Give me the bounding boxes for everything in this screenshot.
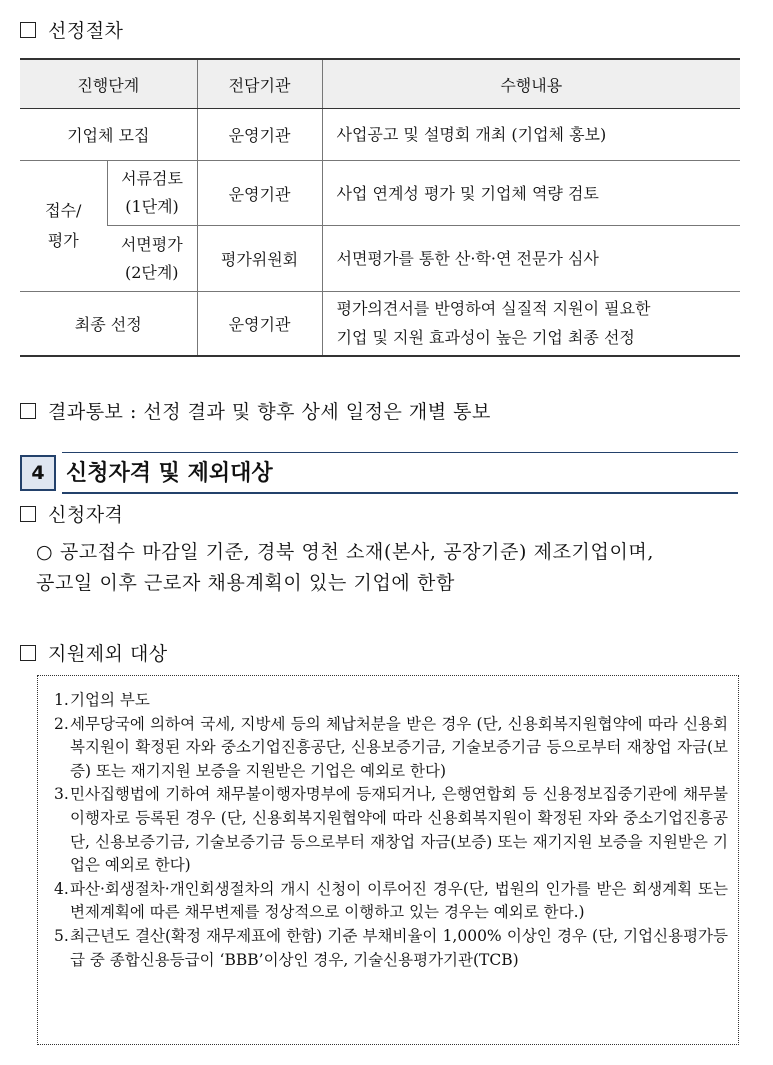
table-header-row xyxy=(20,59,740,109)
header-stage: 진행단계 xyxy=(20,59,197,109)
table-row: 최종 선정 운영기관 평가의견서를 반영하여 실질적 지원이 필요한 기업 및 지원 효과성이 높은 기업 최종 선정 xyxy=(20,292,740,356)
qualification-line-1: ○ 공고접수 마감일 기준, 경북 영천 소재(본사, 공장기준) 제조기업이며, xyxy=(36,541,654,563)
exclusion-heading: 지원제외 대상 xyxy=(20,639,168,666)
table-row: 기업체 모집 운영기관 사업공고 및 설명회 개최 (기업체 홍보) xyxy=(20,109,740,161)
list-item: 2. 세무당국에 의하여 국세, 지방세 등의 체납처분을 받은 경우 (단, 신용회복지원협약에 따라 신용회복지원이 확정된 자와 중소기업진흥공단, 신용보증기금, 기술보증기금 등으로부터 재창업 자금(보증) 또는 재기지원 보증을 지원받은 기업은 예외로 한다) xyxy=(54,714,728,780)
result-notice: 결과통보 : 선정 결과 및 향후 상세 일정은 개별 통보 xyxy=(20,397,491,424)
table-row: 서면평가 (2단계) 평가위원회 서면평가를 통한 산·학·연 전문가 심사 xyxy=(20,226,740,292)
checkbox-square-icon xyxy=(20,506,36,522)
section-title: 신청자격 및 제외대상 xyxy=(66,461,273,486)
section-4-header xyxy=(20,452,738,494)
section-rule-bottom xyxy=(62,492,738,494)
list-item: 1. 기업의 부도 xyxy=(54,691,150,709)
header-agency: 전담기관 xyxy=(197,59,322,109)
list-item: 3. 민사집행법에 기하여 채무불이행자명부에 등재되거나, 은행연합회 등 신용정보집중기관에 채무불이행자로 등록된 경우 (단, 신용회복지원협약에 따라 신용회복지원이 확정된 자와 중소기업진흥공단, 신용보증기금, 기술보증기금 등으로부터 재창업 자금(보증) 또는 재기지원 보증을 지원받은 기업은 예외로 한다) xyxy=(54,785,728,875)
header-task: 수행내용 xyxy=(322,59,740,109)
exclusion-list-box xyxy=(37,675,739,1045)
list-item: 5. 최근년도 결산(확정 재무제표에 한함) 기준 부채비율이 1,000% 이상인 경우 (단, 기업신용평가등급 중 종합신용등급이 ‘BBB’이상인 경우, 기술신용평가기관(TCB) xyxy=(54,926,728,969)
checkbox-square-icon xyxy=(20,645,36,661)
checkbox-square-icon xyxy=(20,22,36,38)
section-rule-top xyxy=(62,452,738,453)
checkbox-square-icon xyxy=(20,403,36,419)
section-number-badge: 4 xyxy=(20,455,56,491)
selection-procedure-table xyxy=(20,58,740,357)
qualification-heading: 신청자격 xyxy=(20,500,123,527)
qualification-line-2: 공고일 이후 근로자 채용계획이 있는 기업에 한함 xyxy=(36,572,455,594)
selection-heading: 선정절차 xyxy=(20,16,123,43)
group-label: 접수/ 평가 xyxy=(20,161,107,292)
list-item: 4. 파산·회생절차·개인회생절차의 개시 신청이 이루어진 경우(단, 법원의 인가를 받은 회생계획 또는 변제계획에 따른 채무변제를 정상적으로 이행하고 있는 경우는 예외로 한다.) xyxy=(54,879,728,922)
table-row: 접수/ 평가 서류검토 (1단계) 운영기관 사업 연계성 평가 및 기업체 역량 검토 xyxy=(20,161,740,226)
exclusion-list xyxy=(54,689,728,972)
